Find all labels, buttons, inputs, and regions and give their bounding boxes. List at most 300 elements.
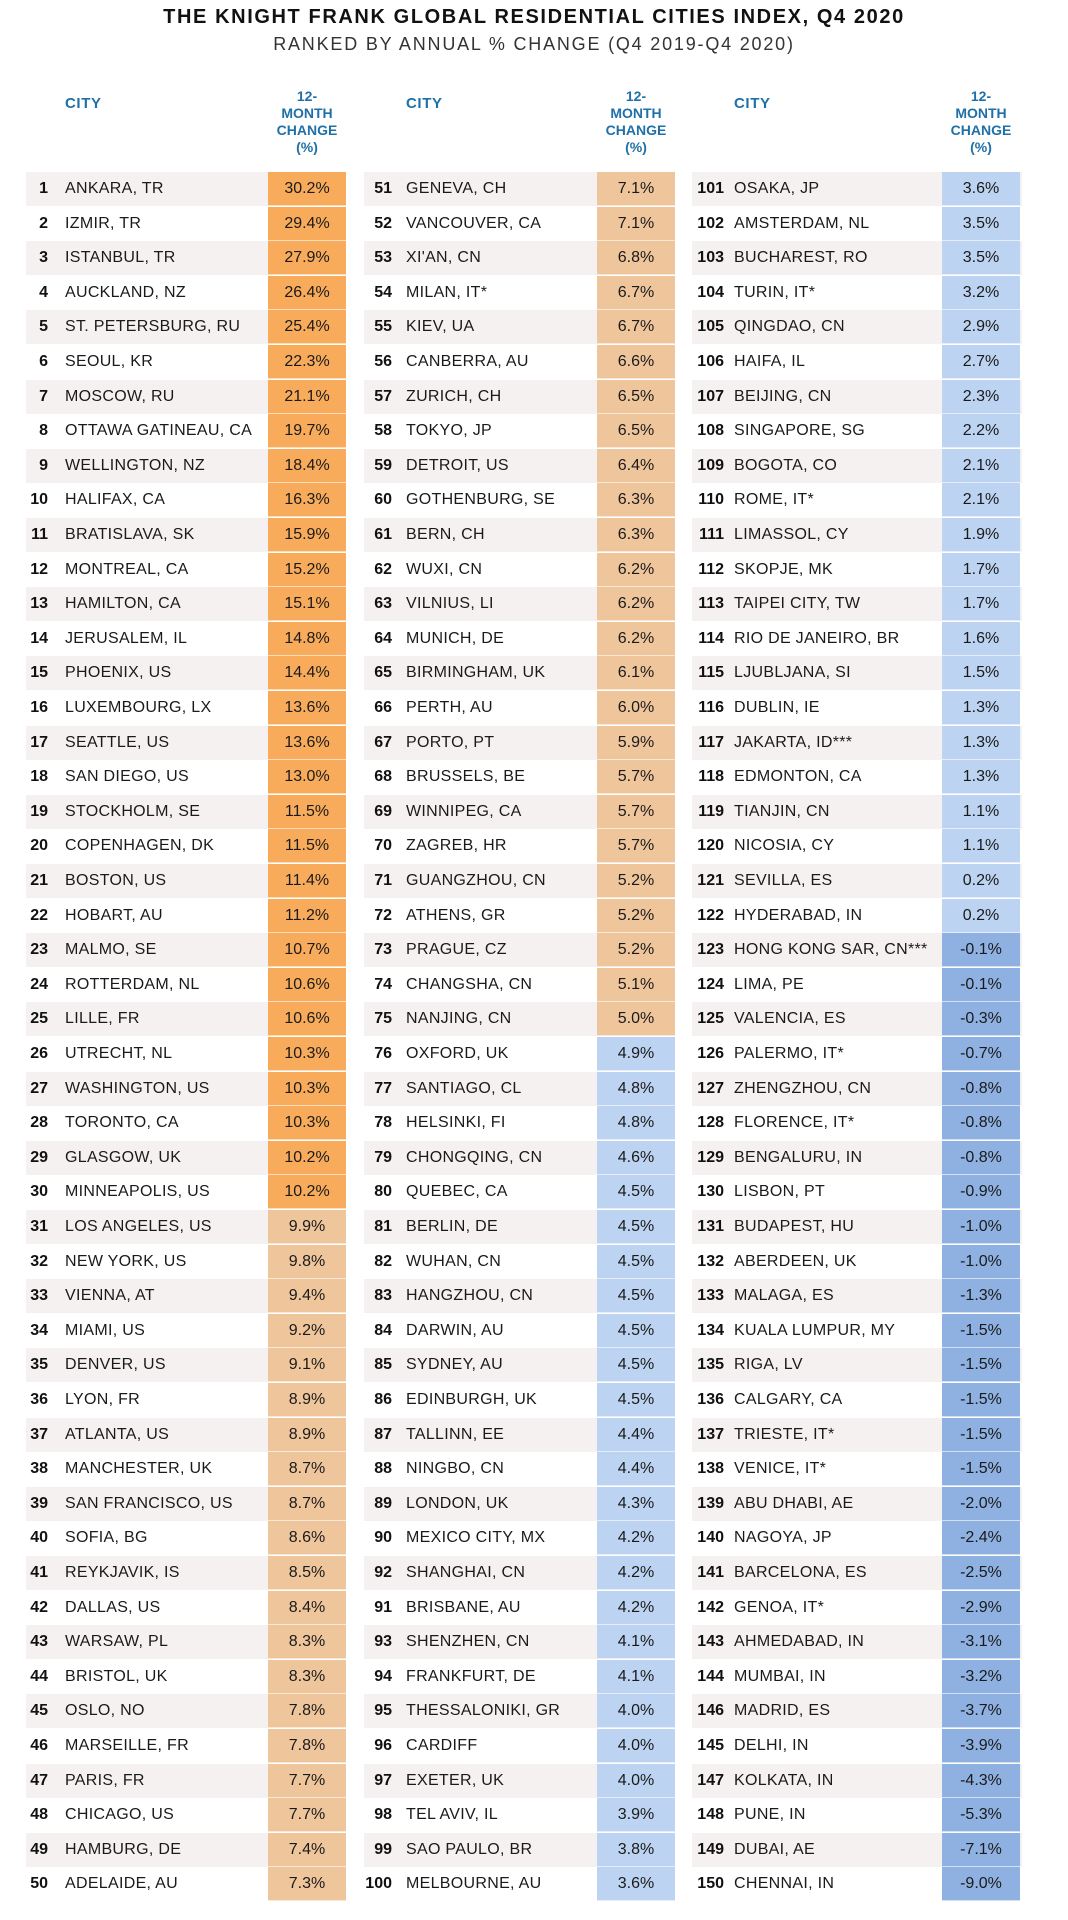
city-label: LILLE, FR	[65, 1010, 140, 1028]
column-header-city: CITY	[734, 95, 771, 112]
change-value-cell: 6.2%	[597, 587, 675, 621]
change-value-cell: 9.9%	[268, 1210, 346, 1244]
change-value-cell: -0.7%	[942, 1037, 1020, 1071]
city-label: BUCHAREST, RO	[734, 249, 868, 267]
city-label: MELBOURNE, AU	[406, 1875, 542, 1893]
change-value-cell: 4.9%	[597, 1037, 675, 1071]
rank-label: 75	[374, 1010, 392, 1028]
city-label: IZMIR, TR	[65, 214, 142, 232]
city-label: NINGBO, CN	[406, 1460, 505, 1478]
city-label: ZURICH, CH	[406, 387, 502, 405]
city-label: MILAN, IT*	[406, 283, 488, 301]
rank-label: 148	[697, 1806, 724, 1824]
city-label: MARSEILLE, FR	[65, 1737, 189, 1754]
rank-label: 112	[698, 560, 724, 578]
city-label: LOS ANGELES, US	[65, 1218, 212, 1235]
city-label: BRISBANE, AU	[406, 1598, 521, 1616]
change-value-cell: 10.2%	[268, 1175, 346, 1209]
change-value-cell: -3.1%	[942, 1625, 1020, 1659]
rank-label: 38	[30, 1460, 48, 1478]
change-value-cell: 7.1%	[597, 207, 675, 241]
city-label: LYON, FR	[65, 1391, 141, 1408]
rank-label: 65	[374, 664, 392, 682]
change-value-cell: -0.1%	[942, 933, 1020, 967]
table-row	[0, 380, 1068, 414]
rank-label: 61	[374, 526, 392, 543]
rank-label: 114	[698, 629, 724, 647]
change-value-cell: 15.1%	[268, 587, 346, 621]
rank-label: 35	[30, 1356, 48, 1374]
change-value-cell: 3.5%	[942, 241, 1020, 275]
rank-label: 108	[697, 422, 724, 440]
change-value-cell: 3.6%	[597, 1867, 675, 1901]
city-label: TALLINN, EE	[406, 1425, 505, 1443]
rank-label: 29	[30, 1148, 48, 1166]
change-value-cell: 5.2%	[597, 933, 675, 967]
table-row	[0, 310, 1068, 344]
change-value-cell: 6.5%	[597, 414, 675, 448]
change-value-cell: 6.2%	[597, 622, 675, 656]
rank-label: 73	[374, 941, 392, 959]
rank-label: 72	[374, 906, 392, 924]
rank-label: 104	[697, 283, 724, 301]
table-row	[0, 1694, 1068, 1728]
rank-label: 79	[374, 1148, 392, 1166]
city-label: RIO DE JANEIRO, BR	[734, 629, 900, 647]
rank-label: 93	[374, 1633, 392, 1651]
rank-label: 94	[374, 1667, 392, 1685]
city-label: NANJING, CN	[406, 1010, 512, 1028]
change-value-cell: 2.9%	[942, 310, 1020, 344]
rank-label: 118	[698, 768, 724, 786]
city-label: UTRECHT, NL	[65, 1045, 173, 1062]
city-label: NAGOYA, JP	[734, 1529, 832, 1547]
rank-label: 142	[697, 1598, 724, 1616]
rank-label: 32	[30, 1252, 48, 1270]
change-value-cell: 2.2%	[942, 414, 1020, 448]
rank-label: 81	[374, 1218, 392, 1235]
change-value-cell: -1.5%	[942, 1383, 1020, 1417]
table-row	[0, 829, 1068, 863]
change-value-cell: 1.7%	[942, 587, 1020, 621]
city-label: PHOENIX, US	[65, 664, 172, 682]
city-label: EXETER, UK	[406, 1771, 505, 1789]
city-label: DALLAS, US	[65, 1598, 161, 1616]
change-value-cell: 7.7%	[268, 1798, 346, 1832]
rank-label: 25	[30, 1010, 48, 1028]
city-label: PUNE, IN	[734, 1806, 806, 1824]
city-label: GUANGZHOU, CN	[406, 872, 546, 889]
rank-label: 80	[374, 1183, 392, 1201]
change-value-cell: 4.6%	[597, 1141, 675, 1175]
rank-label: 3	[39, 249, 48, 267]
rank-label: 87	[374, 1425, 392, 1443]
city-label: MUNICH, DE	[406, 629, 505, 647]
city-label: MIAMI, US	[65, 1321, 146, 1339]
city-label: OSAKA, JP	[734, 180, 820, 197]
change-value-cell: 4.5%	[597, 1210, 675, 1244]
city-label: MOSCOW, RU	[65, 387, 175, 405]
change-value-cell: 4.1%	[597, 1660, 675, 1694]
change-value-cell: 18.4%	[268, 449, 346, 483]
change-value-cell: -0.8%	[942, 1106, 1020, 1140]
city-label: BOGOTA, CO	[734, 456, 838, 474]
city-label: MALMO, SE	[65, 941, 157, 959]
table-row	[0, 760, 1068, 794]
change-value-cell: 10.6%	[268, 1002, 346, 1036]
change-value-cell: 8.7%	[268, 1452, 346, 1486]
change-value-cell: -3.2%	[942, 1660, 1020, 1694]
city-label: ISTANBUL, TR	[65, 249, 176, 267]
change-value-cell: 10.2%	[268, 1141, 346, 1175]
city-label: ZAGREB, HR	[406, 837, 507, 855]
city-label: BIRMINGHAM, UK	[406, 664, 546, 682]
table-row	[0, 172, 1068, 206]
city-label: SAN DIEGO, US	[65, 768, 189, 786]
rank-label: 18	[30, 768, 48, 786]
column-header-change: 12- MONTH CHANGE (%)	[276, 88, 338, 155]
city-label: HOBART, AU	[65, 906, 163, 924]
city-label: QINGDAO, CN	[734, 318, 845, 336]
table-row	[0, 1348, 1068, 1382]
change-value-cell: 6.5%	[597, 380, 675, 414]
change-value-cell: 4.0%	[597, 1694, 675, 1728]
table-row	[0, 449, 1068, 483]
change-value-cell: 9.2%	[268, 1314, 346, 1348]
city-label: OXFORD, UK	[406, 1045, 509, 1062]
change-value-cell: -2.9%	[942, 1591, 1020, 1625]
city-label: ADELAIDE, AU	[65, 1875, 178, 1893]
city-label: SHENZHEN, CN	[406, 1633, 530, 1651]
change-value-cell: 0.2%	[942, 864, 1020, 898]
city-label: PRAGUE, CZ	[406, 941, 507, 959]
change-value-cell: 8.5%	[268, 1556, 346, 1590]
rank-label: 120	[697, 837, 724, 855]
rank-label: 47	[30, 1771, 48, 1789]
change-value-cell: 5.9%	[597, 726, 675, 760]
rank-label: 149	[697, 1840, 724, 1858]
change-value-cell: -1.5%	[942, 1348, 1020, 1382]
change-value-cell: 4.3%	[597, 1487, 675, 1521]
city-label: PORTO, PT	[406, 733, 495, 751]
rank-label: 59	[374, 456, 392, 474]
city-label: HAIFA, IL	[734, 353, 806, 370]
city-label: MUMBAI, IN	[734, 1667, 826, 1685]
rank-label: 138	[697, 1460, 724, 1478]
change-value-cell: 6.0%	[597, 691, 675, 725]
table-row	[0, 726, 1068, 760]
city-label: TAIPEI CITY, TW	[734, 595, 861, 613]
change-value-cell: 13.0%	[268, 760, 346, 794]
table-row	[0, 1279, 1068, 1313]
city-label: ZHENGZHOU, CN	[734, 1079, 872, 1097]
table-row	[0, 1521, 1068, 1555]
rank-label: 43	[30, 1633, 48, 1651]
rank-label: 92	[374, 1564, 392, 1581]
city-label: BOSTON, US	[65, 872, 167, 889]
change-value-cell: 0.2%	[942, 899, 1020, 933]
rank-label: 2	[39, 214, 48, 232]
rank-label: 31	[30, 1218, 48, 1235]
change-value-cell: 5.2%	[597, 864, 675, 898]
change-value-cell: 8.9%	[268, 1383, 346, 1417]
rank-label: 52	[374, 214, 392, 232]
city-label: GLASGOW, UK	[65, 1148, 182, 1166]
change-value-cell: 2.1%	[942, 449, 1020, 483]
rank-label: 125	[697, 1010, 724, 1028]
change-value-cell: 15.2%	[268, 553, 346, 587]
change-value-cell: 5.1%	[597, 968, 675, 1002]
rank-label: 34	[30, 1321, 48, 1339]
change-value-cell: 4.2%	[597, 1556, 675, 1590]
rank-label: 111	[699, 526, 724, 543]
city-label: SEVILLA, ES	[734, 872, 833, 889]
rank-label: 113	[698, 595, 724, 613]
rank-label: 27	[30, 1079, 48, 1097]
change-value-cell: 8.6%	[268, 1521, 346, 1555]
change-value-cell: 4.5%	[597, 1175, 675, 1209]
table-row	[0, 1175, 1068, 1209]
change-value-cell: 14.4%	[268, 656, 346, 690]
change-value-cell: 1.9%	[942, 518, 1020, 552]
city-label: WELLINGTON, NZ	[65, 456, 205, 474]
change-value-cell: 6.4%	[597, 449, 675, 483]
change-value-cell: 1.3%	[942, 726, 1020, 760]
city-label: QUEBEC, CA	[406, 1183, 508, 1201]
rank-label: 10	[30, 491, 48, 509]
city-label: HANGZHOU, CN	[406, 1287, 534, 1305]
city-label: ABU DHABI, AE	[734, 1494, 854, 1512]
rank-label: 16	[30, 699, 48, 716]
change-value-cell: 11.4%	[268, 864, 346, 898]
city-label: WUXI, CN	[406, 560, 483, 578]
city-label: LISBON, PT	[734, 1183, 826, 1201]
rank-label: 123	[697, 941, 724, 959]
rank-label: 147	[697, 1771, 724, 1789]
city-label: SHANGHAI, CN	[406, 1564, 526, 1581]
city-label: THESSALONIKI, GR	[406, 1702, 561, 1720]
rank-label: 4	[39, 283, 48, 301]
rank-label: 145	[697, 1737, 724, 1754]
change-value-cell: 6.6%	[597, 345, 675, 379]
city-label: LIMASSOL, CY	[734, 526, 849, 543]
rank-label: 40	[30, 1529, 48, 1547]
rank-label: 39	[30, 1494, 48, 1512]
rank-label: 84	[374, 1321, 392, 1339]
city-label: ROTTERDAM, NL	[65, 975, 200, 993]
change-value-cell: 2.1%	[942, 483, 1020, 517]
table-row	[0, 553, 1068, 587]
city-label: TURIN, IT*	[734, 283, 816, 301]
change-value-cell: -0.8%	[942, 1141, 1020, 1175]
change-value-cell: -5.3%	[942, 1798, 1020, 1832]
change-value-cell: 4.2%	[597, 1521, 675, 1555]
city-label: CARDIFF	[406, 1737, 478, 1754]
chart-title: THE KNIGHT FRANK GLOBAL RESIDENTIAL CITIES INDEX, Q4 2020	[163, 6, 905, 28]
city-label: CHICAGO, US	[65, 1806, 175, 1824]
column-header-city: CITY	[406, 95, 443, 112]
city-label: LUXEMBOURG, LX	[65, 699, 212, 716]
table-row	[0, 1383, 1068, 1417]
rank-label: 6	[39, 353, 48, 370]
change-value-cell: 8.9%	[268, 1418, 346, 1452]
change-value-cell: 5.7%	[597, 795, 675, 829]
change-value-cell: -3.7%	[942, 1694, 1020, 1728]
city-label: VIENNA, AT	[65, 1287, 155, 1305]
rank-label: 82	[374, 1252, 392, 1270]
change-value-cell: 8.3%	[268, 1660, 346, 1694]
rank-label: 78	[374, 1114, 392, 1132]
rank-label: 107	[697, 387, 724, 405]
change-value-cell: 1.3%	[942, 760, 1020, 794]
change-value-cell: 4.5%	[597, 1348, 675, 1382]
change-value-cell: 5.0%	[597, 1002, 675, 1036]
rank-label: 115	[698, 664, 724, 682]
change-value-cell: 7.4%	[268, 1833, 346, 1867]
rank-label: 56	[374, 353, 392, 370]
city-label: REYKJAVIK, IS	[65, 1564, 180, 1581]
change-value-cell: 6.7%	[597, 276, 675, 310]
change-value-cell: 1.7%	[942, 553, 1020, 587]
city-label: KOLKATA, IN	[734, 1771, 834, 1789]
city-label: CALGARY, CA	[734, 1391, 843, 1408]
rank-label: 119	[698, 802, 724, 820]
change-value-cell: -1.5%	[942, 1452, 1020, 1486]
change-value-cell: 1.1%	[942, 795, 1020, 829]
city-label: MANCHESTER, UK	[65, 1460, 213, 1478]
rank-label: 86	[374, 1391, 392, 1408]
change-value-cell: 6.7%	[597, 310, 675, 344]
change-value-cell: 7.7%	[268, 1764, 346, 1798]
city-label: BUDAPEST, HU	[734, 1218, 855, 1235]
change-value-cell: 4.1%	[597, 1625, 675, 1659]
change-value-cell: 8.4%	[268, 1591, 346, 1625]
change-value-cell: 9.8%	[268, 1245, 346, 1279]
city-label: JERUSALEM, IL	[65, 629, 188, 647]
city-label: CANBERRA, AU	[406, 353, 529, 370]
city-label: LIMA, PE	[734, 975, 804, 993]
city-label: FRANKFURT, DE	[406, 1667, 536, 1685]
rank-label: 136	[697, 1391, 724, 1408]
rank-label: 44	[30, 1667, 48, 1685]
column-header-city: CITY	[65, 95, 102, 112]
table-row	[0, 1314, 1068, 1348]
change-value-cell: 5.7%	[597, 760, 675, 794]
city-label: GENEVA, CH	[406, 180, 507, 197]
rank-label: 101	[697, 180, 724, 197]
rank-label: 110	[698, 491, 724, 509]
change-value-cell: 5.2%	[597, 899, 675, 933]
change-value-cell: 5.7%	[597, 829, 675, 863]
city-label: EDINBURGH, UK	[406, 1391, 538, 1408]
change-value-cell: -1.5%	[942, 1418, 1020, 1452]
rank-label: 21	[30, 872, 48, 889]
city-label: SAN FRANCISCO, US	[65, 1494, 233, 1512]
table-row	[0, 1452, 1068, 1486]
rank-label: 91	[374, 1598, 392, 1616]
city-label: WUHAN, CN	[406, 1252, 502, 1270]
rank-label: 121	[697, 872, 724, 889]
city-label: TIANJIN, CN	[734, 802, 830, 820]
table-row	[0, 795, 1068, 829]
change-value-cell: 3.6%	[942, 172, 1020, 206]
rank-label: 60	[374, 491, 392, 509]
table-row	[0, 1798, 1068, 1832]
rank-label: 137	[697, 1425, 724, 1443]
table-row	[0, 1002, 1068, 1036]
table-row	[0, 691, 1068, 725]
change-value-cell: 8.3%	[268, 1625, 346, 1659]
city-label: OTTAWA GATINEAU, CA	[65, 422, 253, 440]
change-value-cell: 8.7%	[268, 1487, 346, 1521]
change-value-cell: 7.8%	[268, 1729, 346, 1763]
table-row	[0, 345, 1068, 379]
change-value-cell: 4.5%	[597, 1245, 675, 1279]
change-value-cell: 3.8%	[597, 1833, 675, 1867]
change-value-cell: 13.6%	[268, 691, 346, 725]
city-label: WASHINGTON, US	[65, 1079, 210, 1097]
table-row	[0, 1106, 1068, 1140]
rank-label: 95	[374, 1702, 392, 1720]
change-value-cell: -0.8%	[942, 1072, 1020, 1106]
city-label: MINNEAPOLIS, US	[65, 1183, 210, 1201]
rank-label: 85	[374, 1356, 392, 1374]
table-row	[0, 1556, 1068, 1590]
change-value-cell: 6.8%	[597, 241, 675, 275]
rank-label: 135	[697, 1356, 724, 1374]
table-row	[0, 1625, 1068, 1659]
city-label: MEXICO CITY, MX	[406, 1529, 546, 1547]
change-value-cell: 10.3%	[268, 1037, 346, 1071]
city-label: GOTHENBURG, SE	[406, 491, 556, 509]
change-value-cell: 2.3%	[942, 380, 1020, 414]
change-value-cell: 1.5%	[942, 656, 1020, 690]
city-label: MALAGA, ES	[734, 1287, 834, 1305]
rank-label: 96	[374, 1737, 392, 1754]
rank-label: 127	[697, 1079, 724, 1097]
city-label: AUCKLAND, NZ	[65, 283, 186, 301]
city-label: CHONGQING, CN	[406, 1148, 543, 1166]
change-value-cell: -1.0%	[942, 1245, 1020, 1279]
city-label: DUBLIN, IE	[734, 699, 820, 716]
city-label: ROME, IT*	[734, 491, 815, 509]
city-label: HAMILTON, CA	[65, 595, 181, 613]
city-label: TOKYO, JP	[406, 422, 492, 440]
city-label: KIEV, UA	[406, 318, 475, 336]
table-row	[0, 622, 1068, 656]
city-label: BENGALURU, IN	[734, 1148, 863, 1166]
city-label: PALERMO, IT*	[734, 1045, 844, 1062]
rank-label: 132	[697, 1252, 724, 1270]
city-label: TEL AVIV, IL	[406, 1806, 498, 1824]
rank-label: 22	[30, 906, 48, 924]
city-label: OSLO, NO	[65, 1702, 145, 1720]
table-row	[0, 1418, 1068, 1452]
city-label: BRUSSELS, BE	[406, 768, 526, 786]
table-row	[0, 933, 1068, 967]
change-value-cell: -1.3%	[942, 1279, 1020, 1313]
table-row	[0, 483, 1068, 517]
rank-label: 55	[374, 318, 392, 336]
rank-label: 17	[30, 733, 48, 751]
city-label: DETROIT, US	[406, 456, 509, 474]
city-label: ANKARA, TR	[65, 180, 164, 197]
city-label: FLORENCE, IT*	[734, 1114, 855, 1132]
table-row	[0, 1072, 1068, 1106]
rank-label: 64	[374, 629, 392, 647]
change-value-cell: 13.6%	[268, 726, 346, 760]
rank-label: 54	[374, 283, 392, 301]
